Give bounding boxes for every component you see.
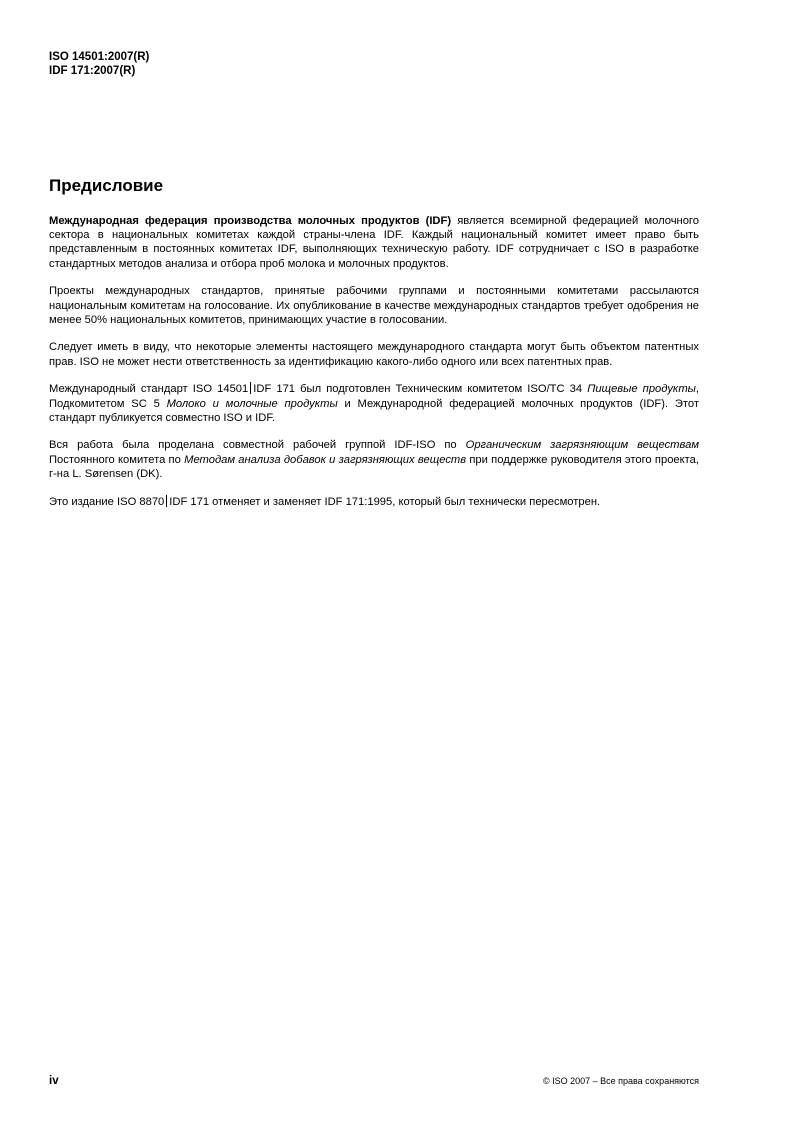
p5-c: Постоянного комитета по	[49, 453, 185, 466]
paragraph-idf-text: является всемирной федерацией молочного сектора в национальных комитетах каждой страны-члена IDF. Каждый национальный комитет имеет право быть представленным в постоянных комитетах IDF, выполняющих техническую работу. IDF сотрудничает с ISO в разработке стандартных методов анализа и отбора проб молока и молочных продуктов.	[49, 215, 699, 270]
paragraph-edition	[49, 495, 699, 509]
p4-e: Молоко и молочные продукты	[166, 397, 338, 410]
p5-a: Вся работа была проделана совместной рабочей группой IDF-ISO по	[49, 439, 466, 452]
paragraph-voting: Проекты международных стандартов, принятые рабочими группами и постоянными комитетами рассылаются национальным комитетам на голосование. Их опубликование в качестве международных стандартов требует одобрения не менее 50% национальных комитетов, принимающих участие в голосовании.	[49, 285, 699, 326]
p5-e: при поддержке руководителя этого проекта, г-на L. Sørensen (DK).	[49, 453, 699, 480]
paragraph-patents: Следует иметь в виду, что некоторые элементы настоящего международного стандарта могут быть объектом патентных прав. ISO не может нести ответственность за идентификацию какого-либо одного или всех патентных прав.	[49, 341, 699, 368]
p6-a: Это издание ISO 8870	[49, 495, 165, 508]
paragraph-preparation	[49, 382, 699, 425]
page-title: Предисловие	[49, 176, 164, 195]
p4-d: , Подкомитетом SC 5	[49, 383, 699, 410]
p4-f: и Международной федерацией молочных продуктов (IDF). Этот стандарт публикуется совместно ISO и IDF.	[49, 397, 699, 424]
p6-b: IDF 171 отменяет и заменяет IDF 171:1995, который был технически пересмотрен.	[169, 495, 601, 508]
p5-b: Органическим загрязняющим веществам	[465, 439, 699, 452]
copyright-notice: © ISO 2007 – Все права сохраняются	[542, 1076, 699, 1086]
paragraph-working-group	[49, 438, 699, 481]
p5-d: Методам анализа добавок и загрязняющих веществ	[184, 453, 467, 466]
idf-name: Международная федерация производства молочных продуктов (IDF)	[49, 215, 452, 227]
foreword-body	[49, 214, 699, 522]
separator-bar	[250, 382, 251, 394]
separator-bar	[166, 495, 167, 507]
page-number: iv	[49, 1075, 59, 1087]
header-iso-number: ISO 14501:2007(R)	[49, 51, 150, 63]
p4-a: Международный стандарт ISO 14501	[49, 383, 249, 396]
header-idf-number: IDF 171:2007(R)	[49, 65, 136, 77]
paragraph-idf	[49, 214, 699, 271]
p4-b: IDF 171 был подготовлен Техническим комитетом ISO/TC 34	[253, 383, 588, 396]
document-header	[49, 50, 149, 78]
p4-c: Пищевые продукты	[587, 383, 696, 396]
